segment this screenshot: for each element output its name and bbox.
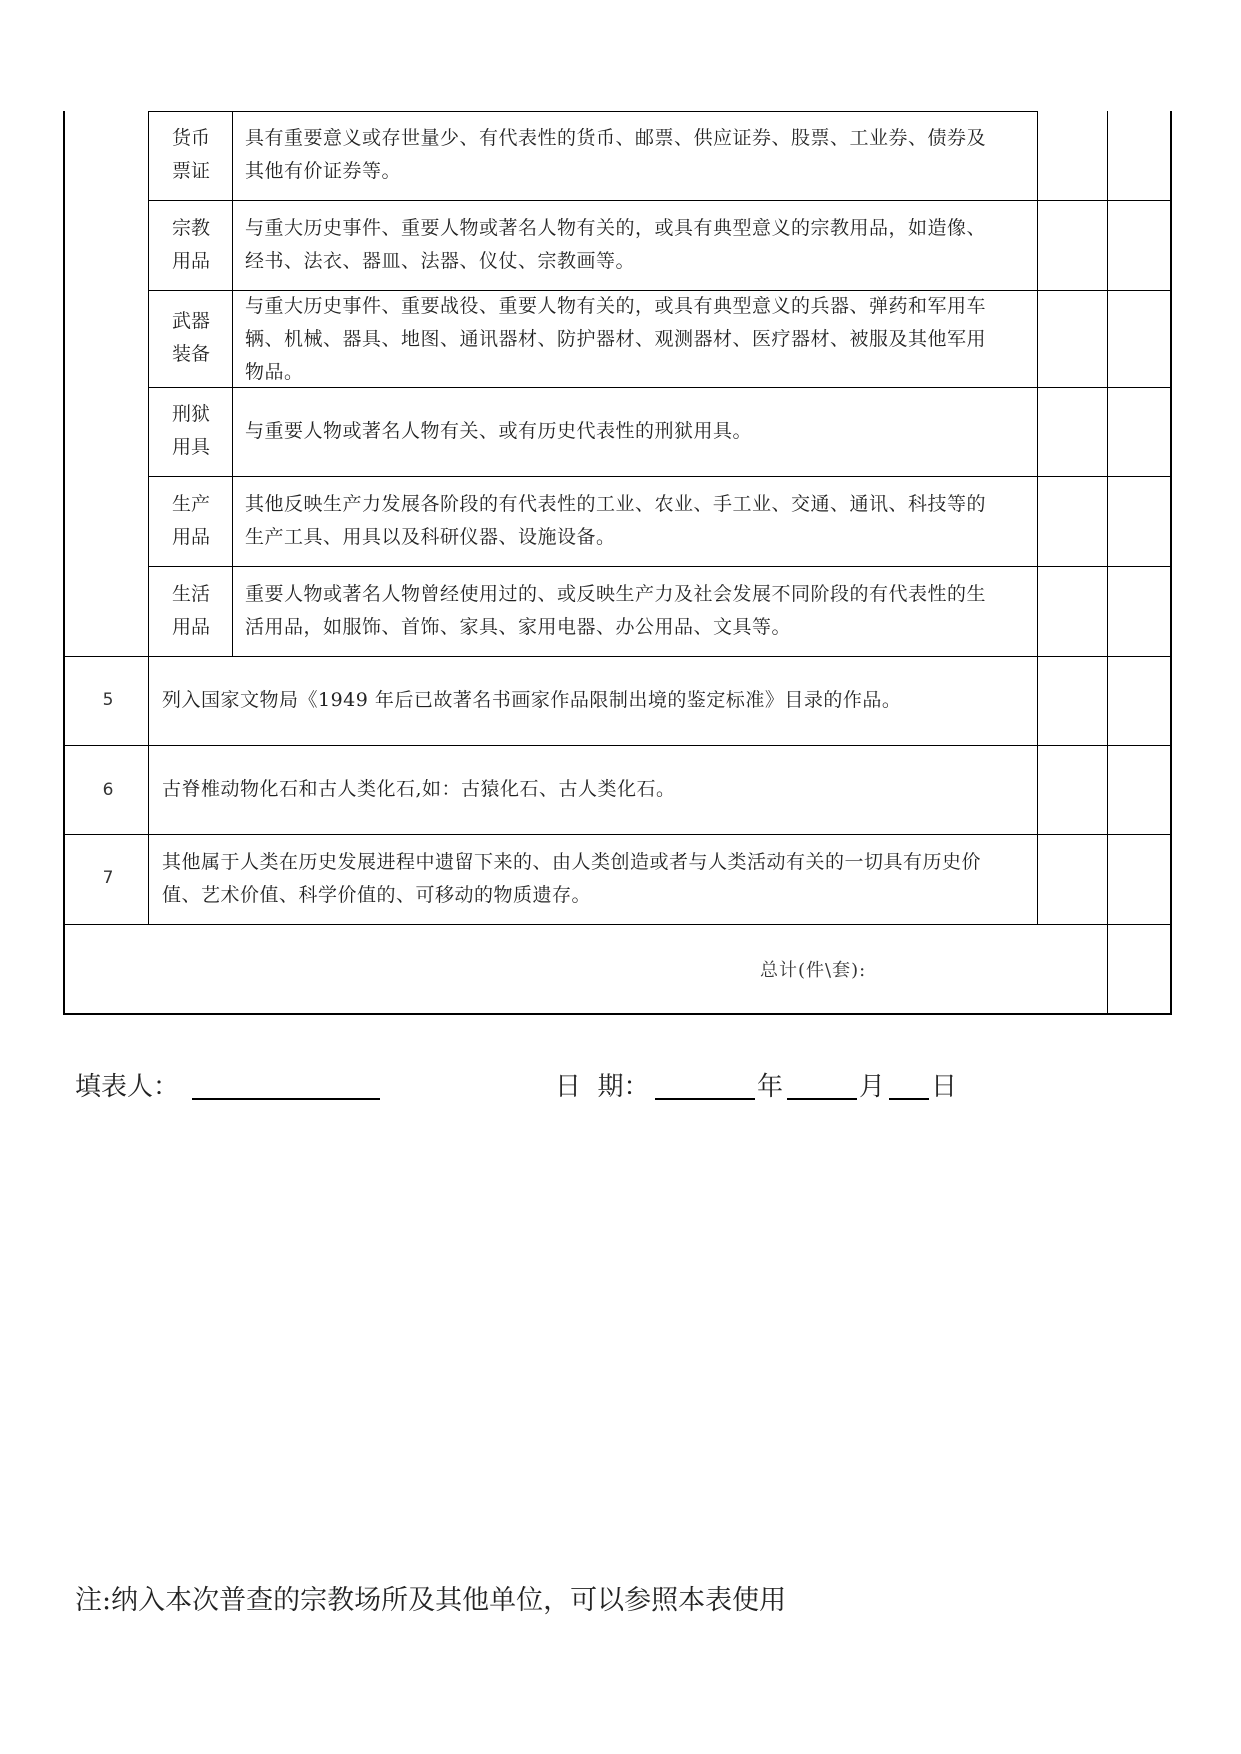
row-description: 其他属于人类在历史发展进程中遗留下来的、由人类创造或者与人类活动有关的一切具有历史价 值、艺术价值、科学价值的、可移动的物质遗存。 [162,851,982,906]
row-line [63,656,1171,657]
year-label: 年 [757,1072,784,1102]
table-border-right [1170,111,1172,1014]
year-blank[interactable] [655,1076,755,1100]
category-label: 刑狱 用具 [171,403,210,458]
row-description: 列入国家文物局《1949 年后已故著名书画家作品限制出境的鉴定标准》目录的作品。 [162,689,902,711]
row-line [63,924,1171,925]
day-blank[interactable] [889,1076,929,1100]
table-divider-number [148,111,149,924]
row-line [148,566,1171,567]
category-description: 具有重要意义或存世量少、有代表性的货币、邮票、供应证券、股票、工业券、债券及 其他有价证券等。 [245,127,987,182]
table-border-left [63,111,65,1014]
category-label: 货币 票证 [171,127,210,182]
category-description: 与重大历史事件、重要战役、重要人物有关的，或具有典型意义的兵器、弹药和军用车 辆、机械、器具、地图、通讯器材、防护器材、观测器材、医疗器材、被服及其他军用 物品。 [245,295,987,383]
table-divider-count [1107,111,1108,1014]
row-number: 6 [102,780,114,800]
row-line [63,745,1171,746]
table-bottom-line [63,1013,1172,1015]
category-label: 武器 装备 [171,310,210,365]
table-divider-description [1037,111,1038,924]
category-description: 与重要人物或著名人物有关、或有历史代表性的刑狱用具。 [245,420,753,442]
total-label: 总计(件\套): [760,960,867,981]
category-description: 重要人物或著名人物曾经使用过的、或反映生产力及社会发展不同阶段的有代表性的生 活用品，如服饰、首饰、家具、家用电器、办公用品、文具等。 [245,583,987,638]
table-divider-category [232,111,233,656]
category-description: 其他反映生产力发展各阶段的有代表性的工业、农业、手工业、交通、通讯、科技等的 生产工具、用具以及科研仪器、设施设备。 [245,493,987,548]
category-label: 生产 用品 [171,493,210,548]
row-line [148,476,1171,477]
row-number: 7 [102,868,114,888]
row-line [63,834,1171,835]
filler-label: 填表人： [75,1072,180,1102]
date-label: 日 期： [555,1072,650,1102]
category-label: 生活 用品 [171,583,210,638]
row-description: 古脊椎动物化石和古人类化石,如：古猿化石、古人类化石。 [162,778,676,800]
row-top-line [148,111,1038,112]
row-number: 5 [102,690,114,710]
day-label: 日 [931,1072,958,1102]
month-label: 月 [859,1072,886,1102]
row-line [148,200,1171,201]
category-description: 与重大历史事件、重要人物或著名人物有关的，或具有典型意义的宗教用品，如造像、 经书、法衣、器皿、法器、仪仗、宗教画等。 [245,217,987,272]
usage-note: 注:纳入本次普查的宗教场所及其他单位，可以参照本表使用 [75,1585,787,1616]
category-label: 宗教 用品 [171,217,210,272]
filler-blank[interactable] [192,1076,380,1100]
month-blank[interactable] [787,1076,857,1100]
